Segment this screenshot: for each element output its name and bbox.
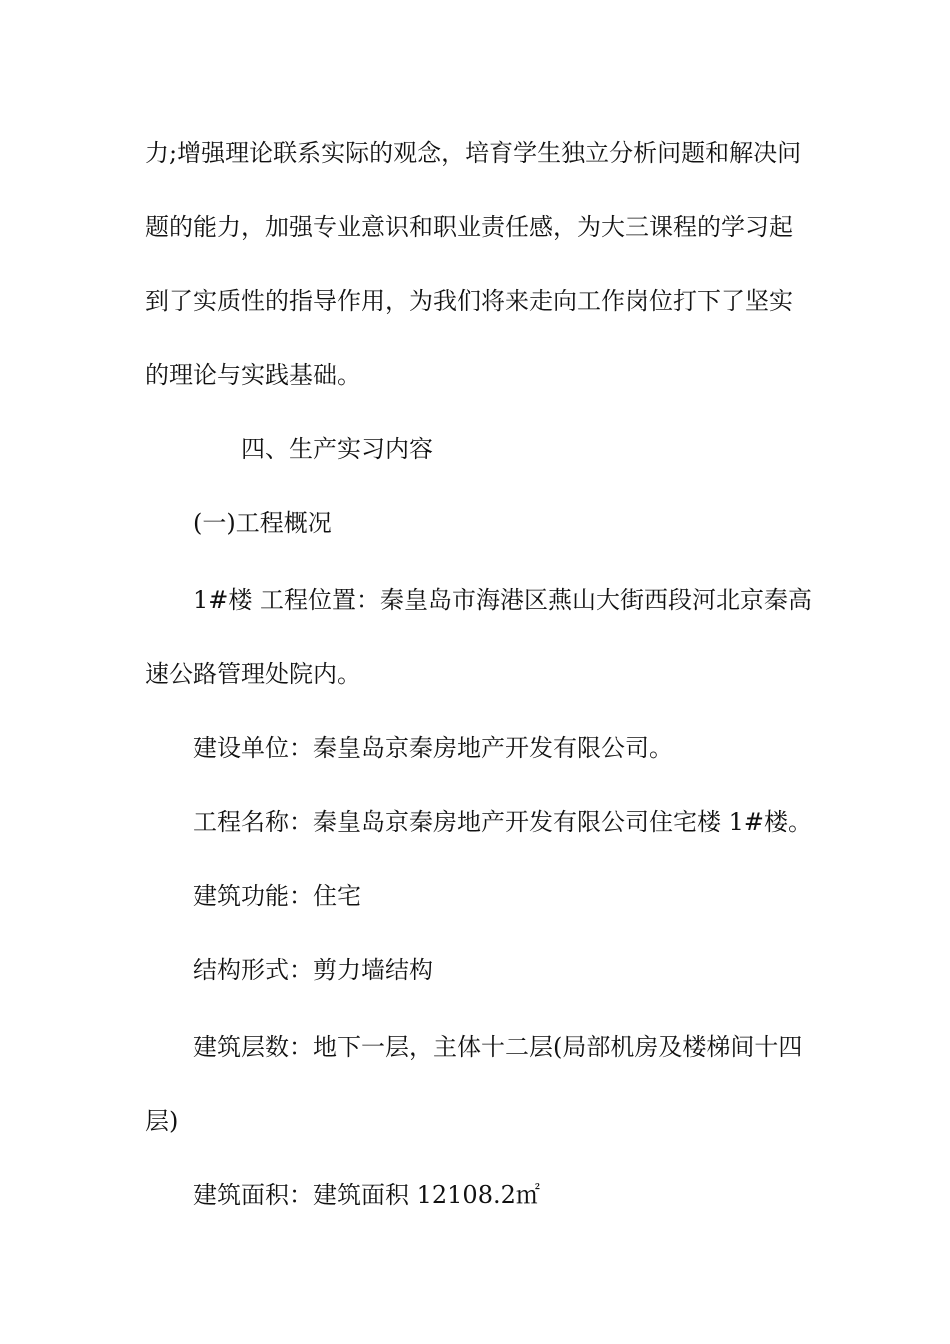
building-floors-line: 层) bbox=[145, 1107, 179, 1135]
paragraph-line: 到了实质性的指导作用，为我们将来走向工作岗位打下了坚实 bbox=[145, 287, 793, 315]
paragraph-line: 力;增强理论联系实际的观念，培育学生独立分析问题和解决问 bbox=[145, 139, 802, 167]
paragraph-line: 题的能力，加强专业意识和职业责任感，为大三课程的学习起 bbox=[145, 213, 793, 241]
paragraph-line: 的理论与实践基础。 bbox=[145, 361, 361, 389]
building-function-line: 建筑功能：住宅 bbox=[193, 882, 361, 910]
project-name-line: 工程名称：秦皇岛京秦房地产开发有限公司住宅楼 1#楼。 bbox=[193, 808, 813, 836]
construction-unit-line: 建设单位：秦皇岛京秦房地产开发有限公司。 bbox=[193, 734, 673, 762]
building-floors-line: 建筑层数：地下一层，主体十二层(局部机房及楼梯间十四 bbox=[193, 1033, 803, 1061]
project-location-line: 速公路管理处院内。 bbox=[145, 660, 361, 688]
project-location-line: 1#楼 工程位置：秦皇岛市海港区燕山大街西段河北京秦高 bbox=[193, 586, 813, 614]
building-area-line: 建筑面积：建筑面积 12108.2㎡ bbox=[193, 1181, 540, 1209]
section-heading: 四、生产实习内容 bbox=[241, 435, 433, 463]
structure-type-line: 结构形式：剪力墙结构 bbox=[193, 956, 433, 984]
subsection-heading: (一)工程概况 bbox=[193, 509, 332, 537]
